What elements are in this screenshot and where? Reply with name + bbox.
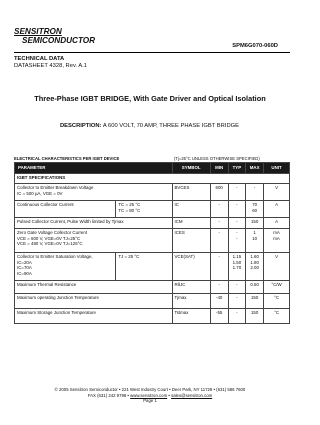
min-cell: -40 <box>210 293 228 308</box>
param-condition: IC=70A <box>17 265 32 271</box>
typ-value: 1.15 <box>232 253 242 259</box>
technical-data-block <box>14 56 87 70</box>
document-title: Three-Phase IGBT BRIDGE, With Gate Driver and Optical Isolation <box>34 94 266 103</box>
typ-value: - <box>236 229 238 235</box>
typ-cell: - <box>228 280 246 293</box>
email-link[interactable]: sales@sensitron.com <box>171 392 213 398</box>
param-cell <box>15 183 173 200</box>
symbol-cell: Tstmax <box>172 308 210 323</box>
table-row <box>15 183 290 200</box>
website-link[interactable]: www.sensitron.com <box>130 392 168 398</box>
typ-value: 1.50 <box>232 259 242 265</box>
condition-cell <box>116 200 172 217</box>
symbol-cell: ICES <box>172 228 210 252</box>
param-cell: Maximum Storage Junction Temperature <box>15 308 173 323</box>
table-caption-left: ELECTRICAL CHARACTERISTICS PER IGBT DEVICE <box>14 156 120 161</box>
max-cell: 0.50 <box>246 280 264 293</box>
condition-line: TC = 80 °C <box>118 207 141 213</box>
table-row <box>15 308 290 323</box>
max-cell <box>246 252 264 280</box>
symbol-cell: Tjmax <box>172 293 210 308</box>
technical-data-label: TECHNICAL DATA <box>14 56 65 62</box>
max-value: 2.00 <box>250 265 259 271</box>
footer <box>0 387 300 404</box>
symbol-cell: BVCES <box>172 183 210 200</box>
unit-cell: A <box>264 217 290 228</box>
max-value: 10 <box>252 235 258 241</box>
condition-line: TC = 25 °C <box>118 201 141 207</box>
unit-cell: V <box>264 183 290 200</box>
table-header-row <box>15 163 290 174</box>
unit-cell <box>264 228 290 252</box>
param-text: Zero Gate Voltage Collector Current <box>17 229 88 235</box>
company-logo <box>14 27 95 45</box>
param-condition: IC=20A <box>17 259 32 265</box>
param-text: Collector to Emitter Saturation Voltage, <box>17 253 93 259</box>
max-value: 1.60 <box>250 253 259 259</box>
unit-cell: V <box>264 252 290 280</box>
description <box>60 123 239 129</box>
table-row <box>15 280 290 293</box>
param-cell <box>15 252 116 280</box>
symbol-cell: RθJC <box>172 280 210 293</box>
description-label: DESCRIPTION: <box>60 123 102 129</box>
param-cell: Maximum Thermal Resistance <box>15 280 173 293</box>
unit-cell: °C <box>264 293 290 308</box>
param-cell: Maximum operating Junction Temperature <box>15 293 173 308</box>
param-condition: VCE = 480 V, VGE=0V TJ=125°C <box>17 241 83 247</box>
param-cell: Continuous Collector Current <box>15 200 116 217</box>
typ-cell: - <box>228 183 246 200</box>
header-symbol: SYMBOL <box>172 163 210 174</box>
param-text: Collector to Emitter Breakdown Voltage <box>17 184 94 190</box>
typ-cell <box>228 252 246 280</box>
condition-cell: TJ = 25 °C <box>116 252 172 280</box>
header-min: MIN <box>210 163 228 174</box>
footer-separator: • <box>167 392 172 398</box>
footer-address: © 2005 Sensitron Semiconductor • 221 West Industry Court • Deer Park, NY 11729 • (631) 586 7600 <box>54 387 246 392</box>
max-cell: 150 <box>246 217 264 228</box>
page-number: Page 1 <box>143 398 157 404</box>
symbol-cell: IC <box>172 200 210 217</box>
symbol-cell: VCE(SAT) <box>172 252 210 280</box>
param-cell: Pulsed Collector Current, Pulse Width limited by Tjmax <box>15 217 173 228</box>
unit-cell: °C <box>264 308 290 323</box>
header-typ: TYP <box>228 163 246 174</box>
section-title: IGBT SPECIFICATIONS <box>15 173 290 183</box>
section-row <box>15 173 290 183</box>
max-value: 1 <box>253 229 256 235</box>
header-parameter: PARAMETER <box>15 163 173 174</box>
typ-cell <box>228 228 246 252</box>
max-cell: 150 <box>246 293 264 308</box>
part-number: SPM6G070-060D <box>232 43 278 49</box>
param-condition: IC=90A <box>17 271 32 277</box>
min-cell: - <box>210 200 228 217</box>
max-cell <box>246 228 264 252</box>
min-cell: - <box>210 228 228 252</box>
unit-cell: °C/W <box>264 280 290 293</box>
max-value: 70 <box>252 201 258 207</box>
max-cell: 150 <box>246 308 264 323</box>
min-cell: - <box>210 280 228 293</box>
max-value: 1.80 <box>250 259 259 265</box>
typ-value: - <box>236 235 238 241</box>
unit-value: mA <box>273 235 280 241</box>
unit-cell: A <box>264 200 290 217</box>
logo-line-1: SENSITRON <box>14 27 62 36</box>
param-condition: IC = 500 µA, VGE = 0V <box>17 190 63 196</box>
max-cell: - <box>246 183 264 200</box>
min-cell: - <box>210 217 228 228</box>
table-caption-right: (Tj=25°C UNLESS OTHERWISE SPECIFIED) <box>174 156 260 161</box>
min-cell: - <box>210 252 228 280</box>
typ-cell: - <box>228 293 246 308</box>
typ-value: 1.70 <box>232 265 242 271</box>
header-max: MAX <box>246 163 264 174</box>
table-row <box>15 252 290 280</box>
param-cell <box>15 228 173 252</box>
table-row <box>15 228 290 252</box>
max-value: 60 <box>252 207 258 213</box>
logo-line-2: SEMICONDUCTOR <box>22 36 96 45</box>
header-divider <box>14 52 290 53</box>
header-unit: UNIT <box>264 163 290 174</box>
typ-cell: - <box>228 308 246 323</box>
typ-cell: - <box>228 217 246 228</box>
description-text: A 600 VOLT, 70 AMP, THREE PHASE IGBT BRIDGE <box>102 123 240 129</box>
max-cell <box>246 200 264 217</box>
specifications-table <box>14 162 290 324</box>
min-cell: -55 <box>210 308 228 323</box>
table-row <box>15 293 290 308</box>
unit-value: mA <box>273 229 280 235</box>
datasheet-revision: DATASHEET 4328, Rev. A.1 <box>14 63 88 69</box>
param-condition: VCE = 600 V, VGE=0V TJ=25°C <box>17 235 81 241</box>
table-row <box>15 200 290 217</box>
table-row <box>15 217 290 228</box>
min-cell: 600 <box>210 183 228 200</box>
symbol-cell: ICM <box>172 217 210 228</box>
footer-fax: FAX (631) 242 9798 • <box>87 392 131 398</box>
typ-cell: - <box>228 200 246 217</box>
